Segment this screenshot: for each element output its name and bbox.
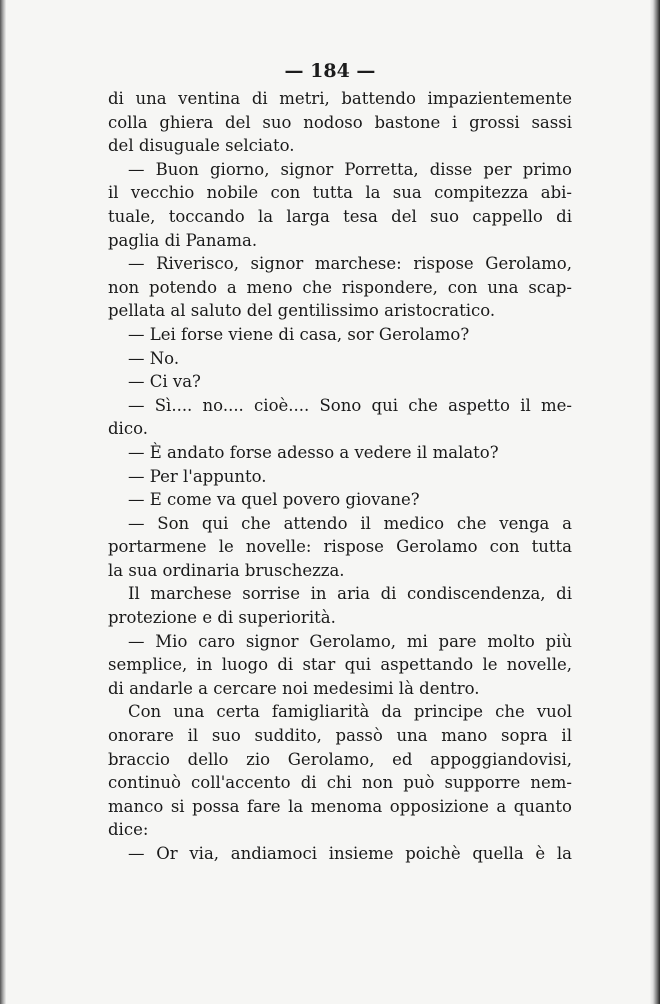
- text-line: onorare il suo suddito, passò una mano sopra il: [108, 726, 572, 746]
- text-line: di andarle a cercare noi medesimi là dentro.: [108, 678, 480, 698]
- text-line: — No.: [128, 348, 180, 368]
- text-line: del disuguale selciato.: [108, 136, 295, 156]
- text-line: — Mio caro signor Gerolamo, mi pare molto più: [128, 631, 572, 651]
- text-line: — Son qui che attendo il medico che venga a: [128, 513, 572, 533]
- text-line: — È andato forse adesso a vedere il malato?: [128, 442, 499, 462]
- page-left-edge: [0, 0, 6, 1004]
- text-line: dico.: [108, 419, 148, 439]
- text-line: di una ventina di metri, battendo impazientemente: [108, 89, 572, 108]
- text-line: — Or via, andiamoci insieme poichè quella è la: [128, 844, 572, 863]
- text-line: tuale, toccando la larga tesa del suo cappello di: [108, 206, 572, 226]
- body-text: [108, 87, 572, 866]
- text-line: semplice, in luogo di star qui aspettando le novelle,: [108, 655, 572, 675]
- text-line: braccio dello zio Gerolamo, ed appoggiandovisi,: [108, 749, 572, 769]
- text-line: — Ci va?: [128, 372, 201, 392]
- text-line: il vecchio nobile con tutta la sua compitezza abi-: [108, 183, 572, 203]
- text-line: non potendo a meno che rispondere, con una scap-: [108, 277, 572, 297]
- text-line: — Per l'appunto.: [128, 466, 267, 486]
- text-line: — Lei forse viene di casa, sor Gerolamo?: [128, 324, 470, 344]
- text-line: manco si possa fare la menoma opposizione a quanto: [108, 796, 572, 816]
- text-line: continuò coll'accento di chi non può supporre nem-: [108, 773, 572, 793]
- text-line: portarmene le novelle: rispose Gerolamo con tutta: [108, 537, 572, 557]
- text-line: la sua ordinaria bruschezza.: [108, 560, 345, 580]
- text-line: — Sì.... no.... cioè.... Sono qui che aspetto il me-: [128, 395, 572, 415]
- text-line: — Riverisco, signor marchese: rispose Gerolamo,: [128, 254, 572, 274]
- text-line: — Buon giorno, signor Porretta, disse per primo: [128, 159, 572, 179]
- text-line: Il marchese sorrise in aria di condiscendenza, di: [128, 584, 572, 604]
- page-number: — 184 —: [284, 60, 376, 82]
- text-line: colla ghiera del suo nodoso bastone i grossi sassi: [108, 112, 572, 132]
- page-right-edge: [650, 0, 660, 1004]
- text-line: dice:: [108, 820, 149, 840]
- text-line: paglia di Panama.: [108, 230, 258, 250]
- text-line: — E come va quel povero giovane?: [128, 490, 420, 510]
- text-line: protezione e di superiorità.: [108, 608, 336, 628]
- text-line: Con una certa famigliarità da principe che vuol: [128, 702, 572, 722]
- text-line: pellata al saluto del gentilissimo aristocratico.: [108, 301, 496, 321]
